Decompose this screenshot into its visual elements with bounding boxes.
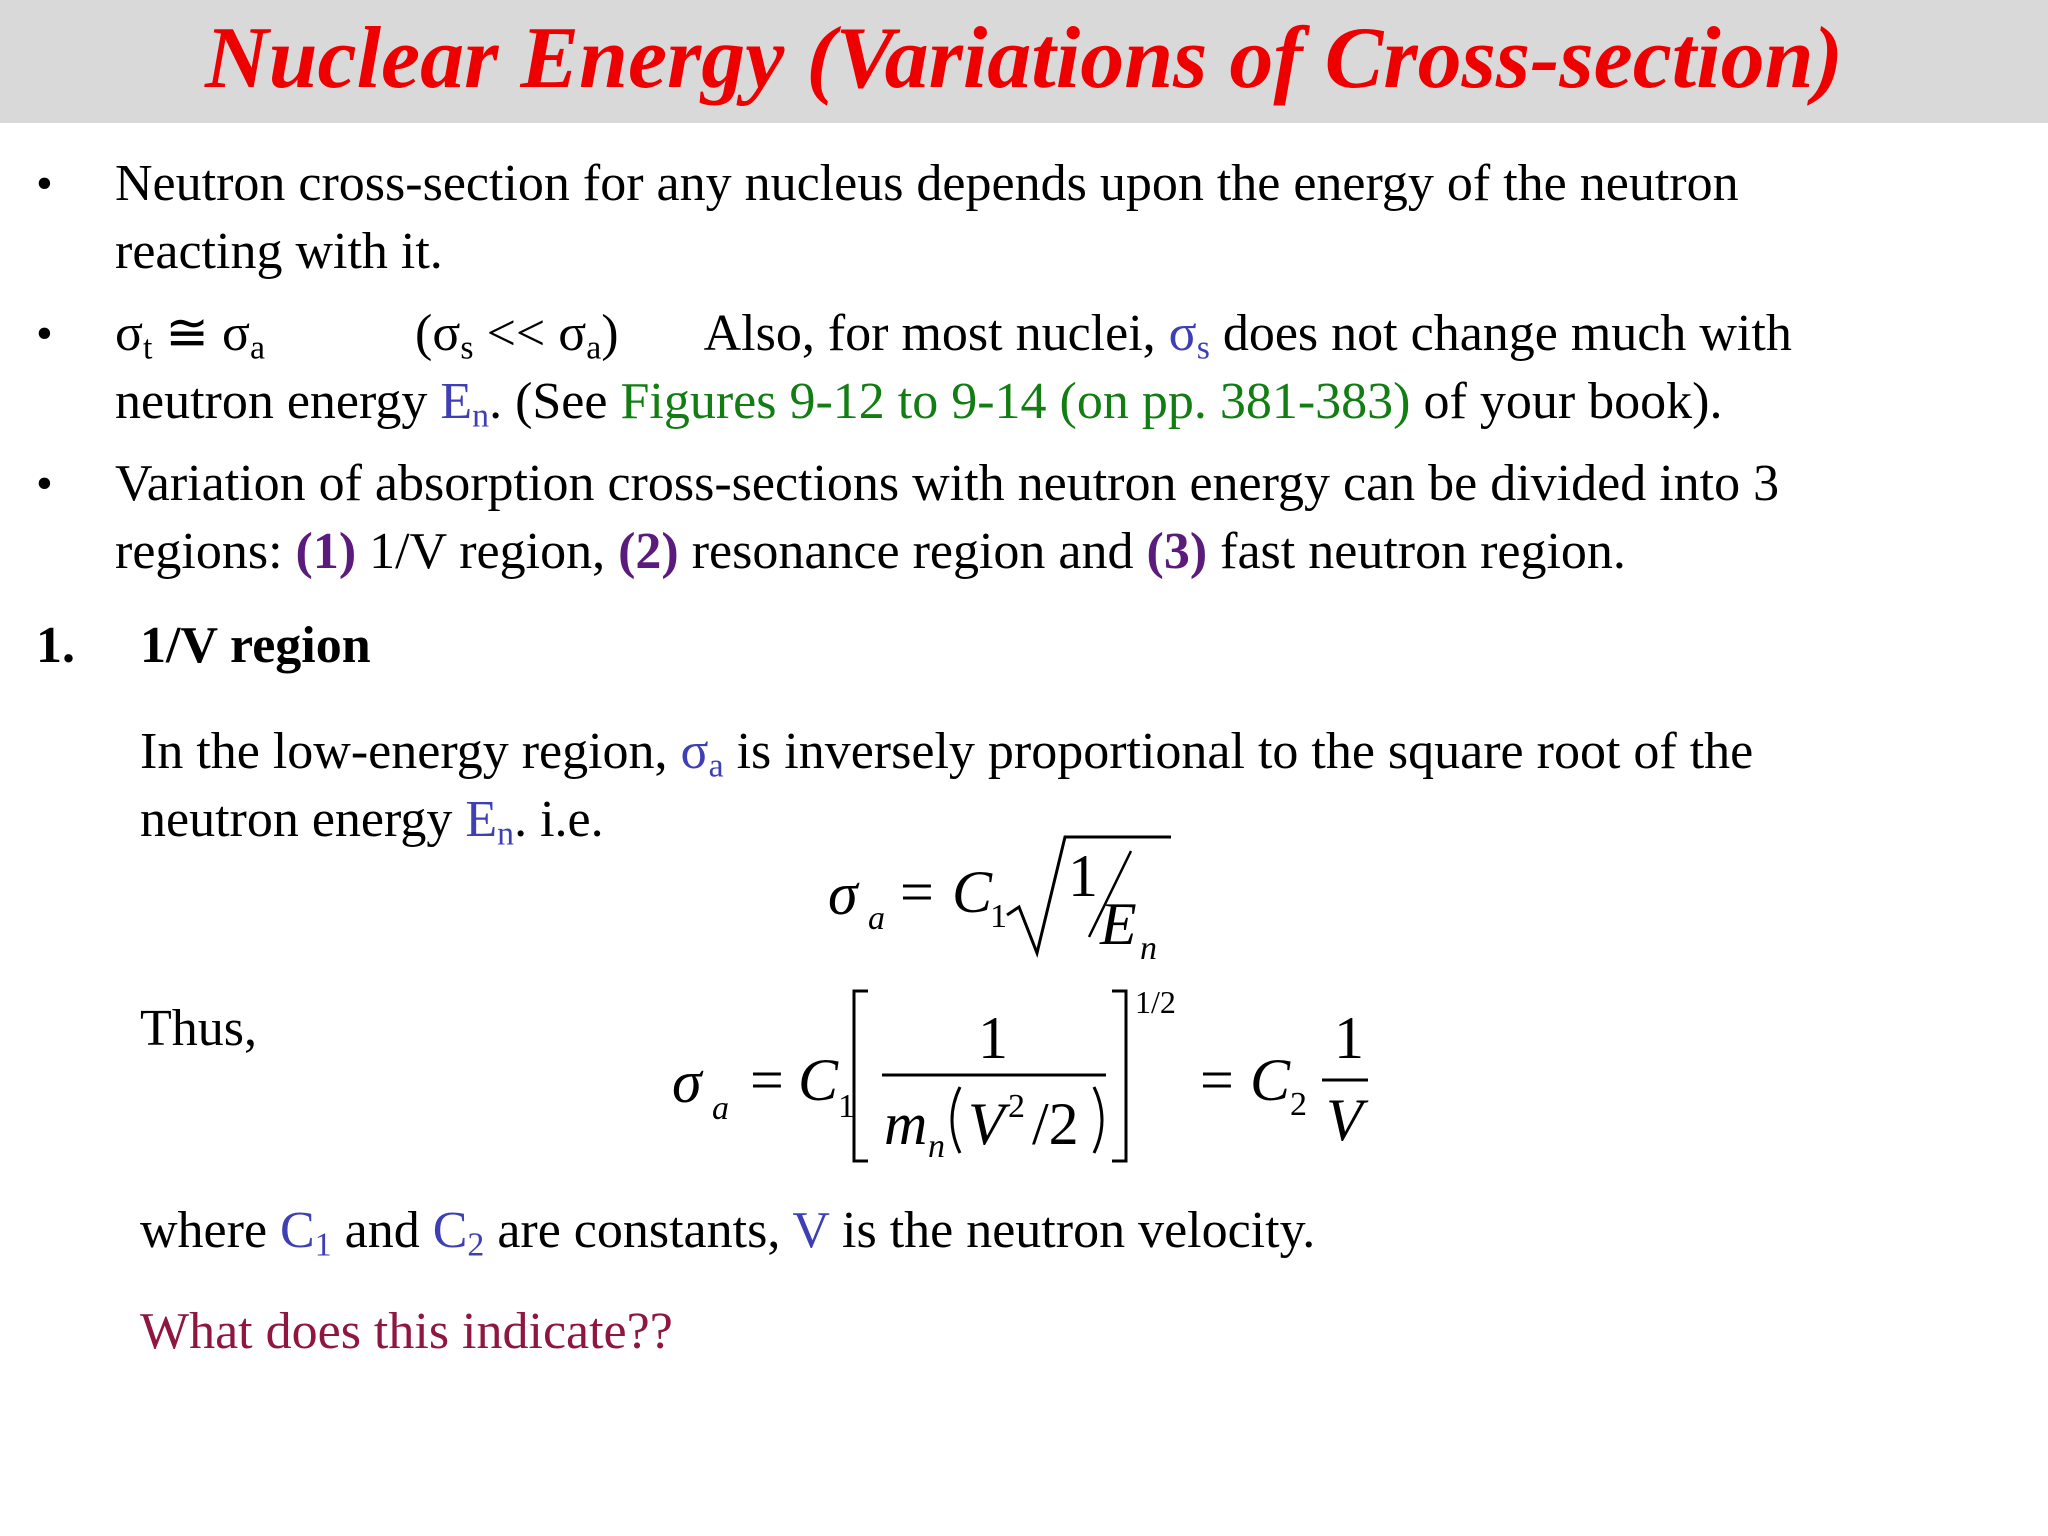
constants-explanation: where $C_1$ and $C_2$ are constants, V is the neutron velocity. [140,1202,1316,1264]
bullet-3-line-1: Variation of absorption cross-sections with neutron energy can be divided into 3 [115,455,1780,512]
thus-label: Thus, [140,1000,257,1057]
bullet-2-marker: • [36,307,53,360]
figures-reference: Figures 9-12 to 9-14 (on pp. 381-383) [620,373,1411,430]
bullet-1-line-2: reacting with it. [115,223,443,280]
para-1-line-2: neutron energy $E_n$. i.e. [140,791,604,853]
sigma-s-symbol: $\sigma_s$ [1168,305,1210,367]
bullet-1-line-1: Neutron cross-section for any nucleus depends upon the energy of the neutron [115,155,1739,212]
para-1-line-1: In the low-energy region, $\sigma_a$ is inversely proportional to the square root of the [140,723,1754,785]
bullet-3-marker: • [36,457,53,510]
bullet-2-line-2: neutron energy $E_n$. (See Figures 9-12 to 9-14 (on pp. 381-383) of your book). [115,373,1723,435]
bullet-2-line-1: $\sigma_t$ ≅ $\sigma_a$ $(\sigma_s << \sigma_a)$ Also, for most nuclei, $\sigma_s$ does not change much with [115,305,1792,367]
bullet-3-line-2: regions: (1) 1/V region, (2) resonance region and (3) fast neutron region. [115,523,1626,580]
bullet-1-marker: • [36,157,53,210]
question-text: What does this indicate?? [140,1303,673,1360]
section-number: 1. [36,617,75,674]
slide-title: Nuclear Energy (Variations of Cross-section) [205,10,1843,107]
section-heading: 1/V region [140,617,371,674]
fraction-bar-2 [1320,1077,1370,1083]
